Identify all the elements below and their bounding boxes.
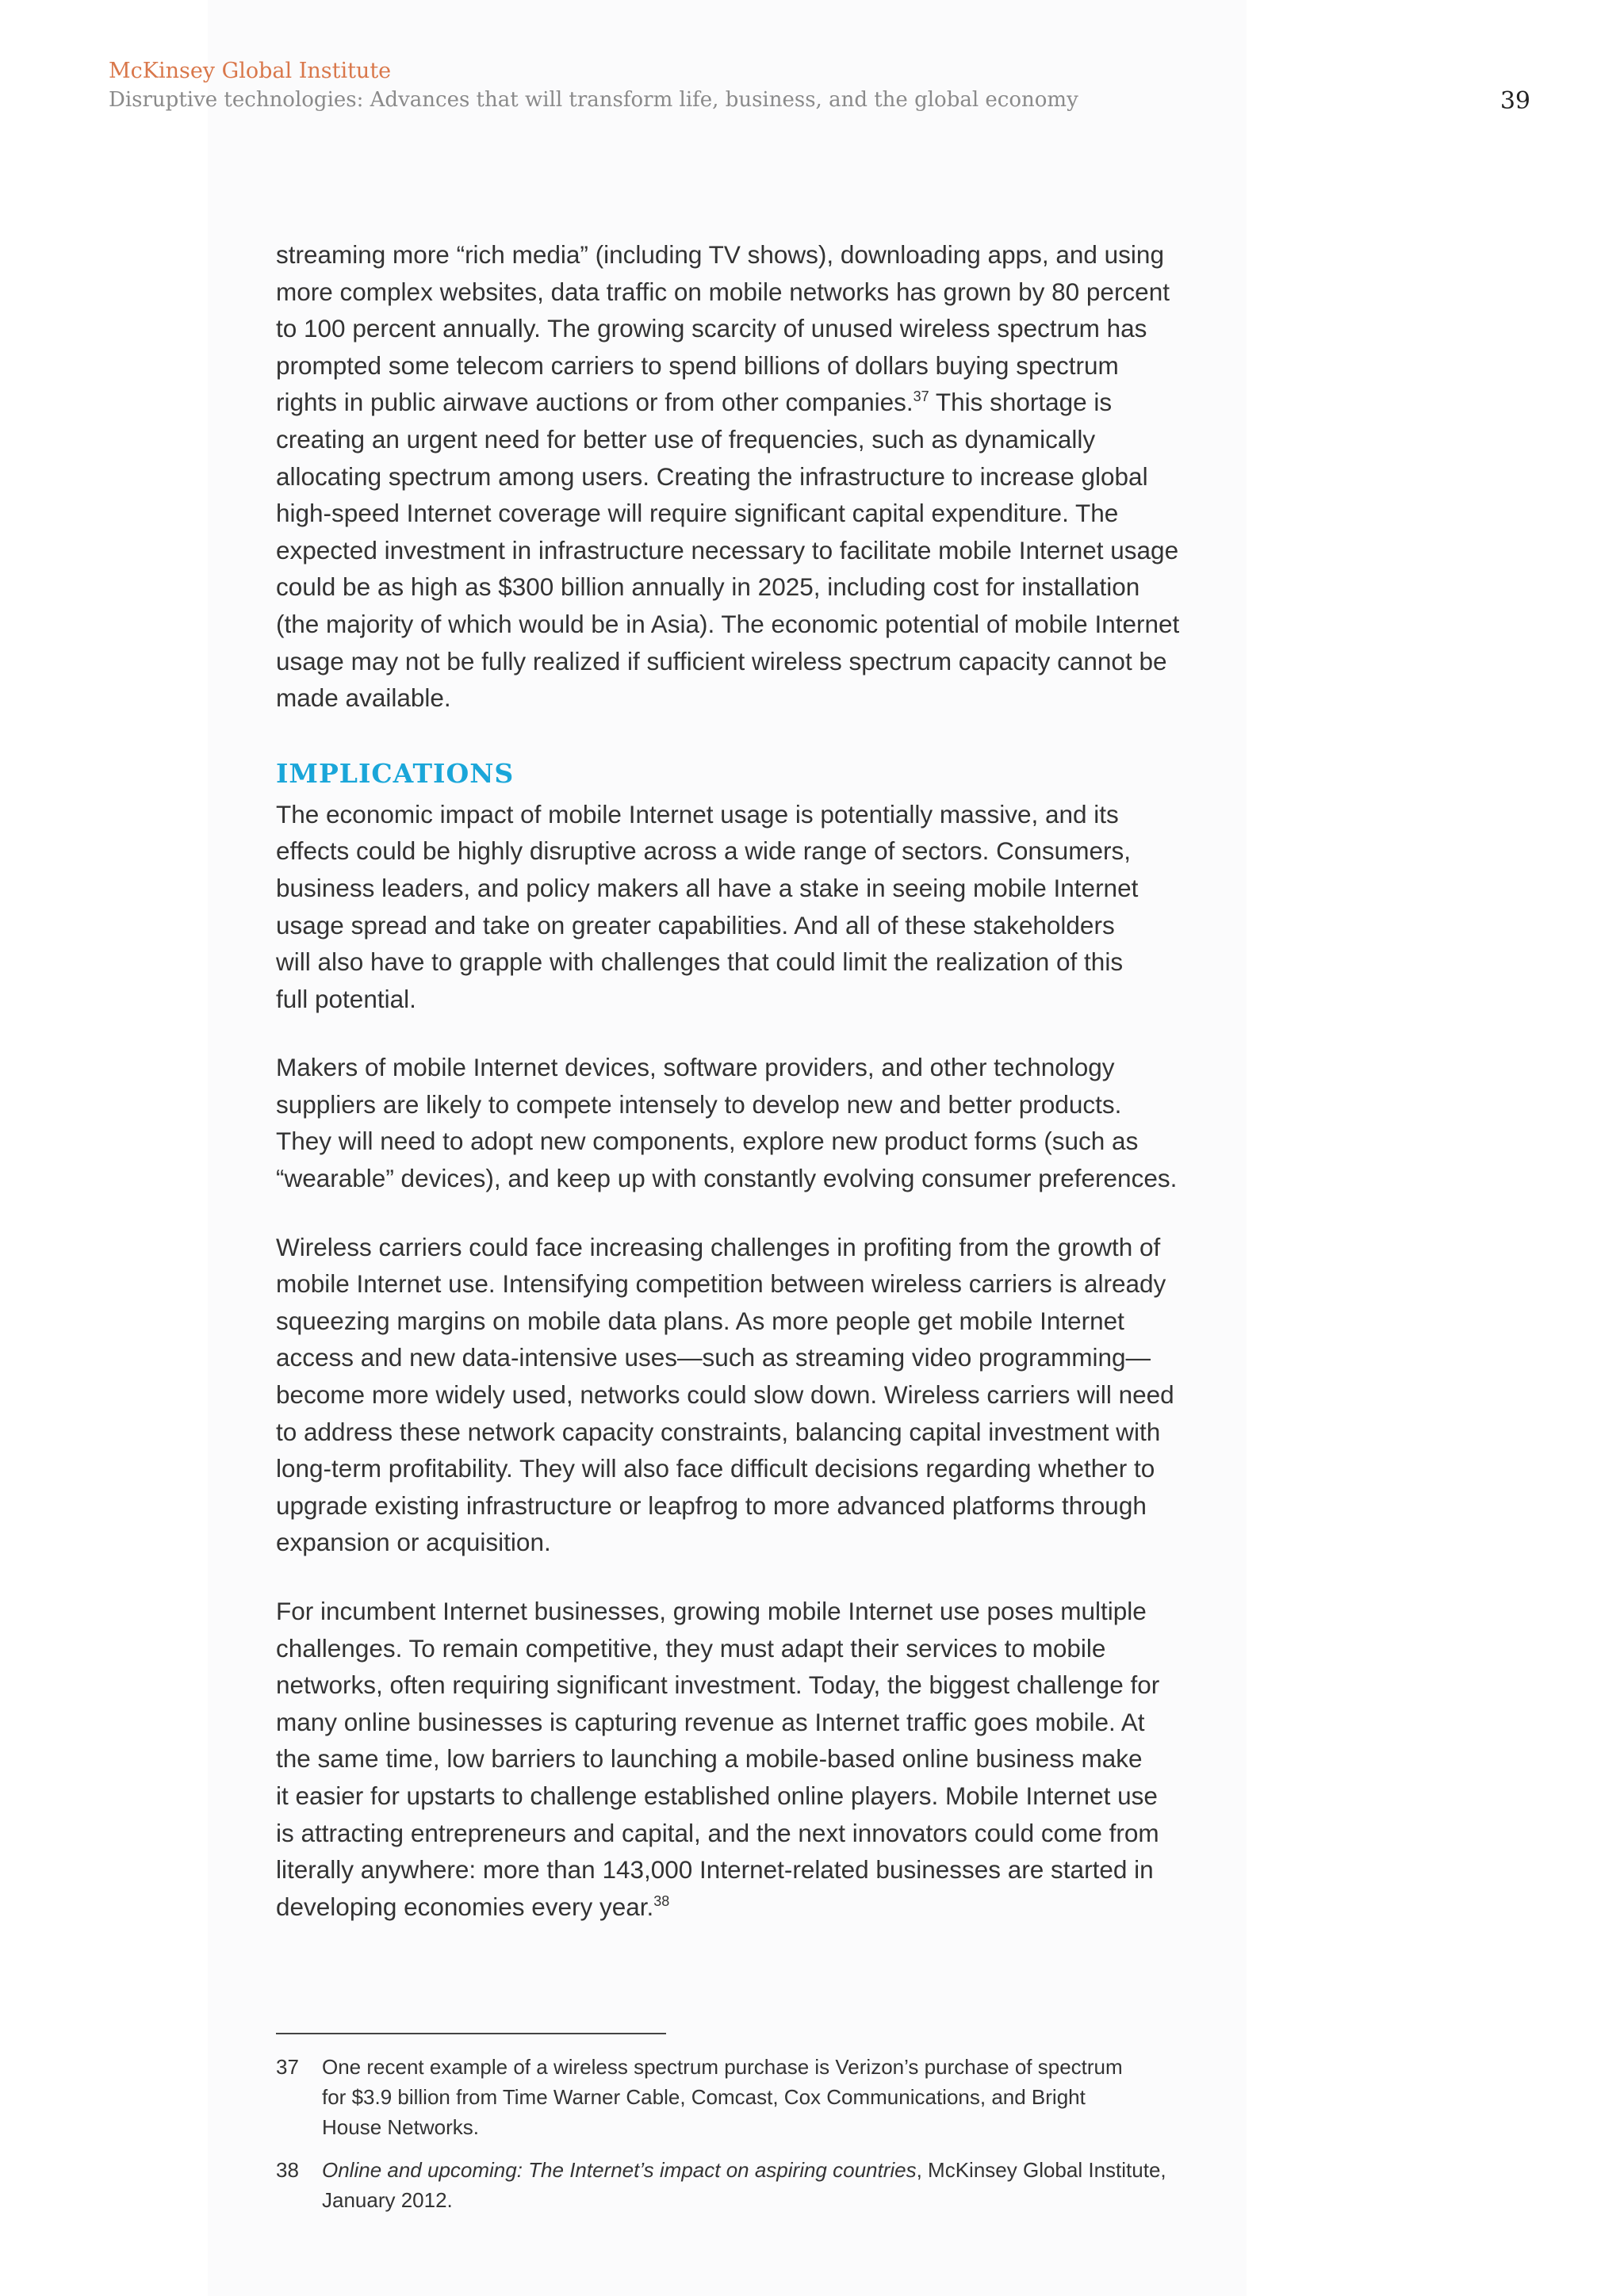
text-line: full potential. xyxy=(276,984,416,1013)
footnotes xyxy=(276,2052,1307,2228)
running-header xyxy=(109,57,1536,114)
report-title: Disruptive technologies: Advances that will transform life, business, and the global economy xyxy=(109,88,1078,112)
text-line: usage may not be fully realized if sufficient wireless spectrum capacity cannot be xyxy=(276,646,1167,675)
text-line: made available. xyxy=(276,683,451,713)
footnote-38 xyxy=(276,2155,1307,2215)
text-line: prompted some telecom carriers to spend billions of dollars buying spectrum xyxy=(276,350,1119,380)
text-line xyxy=(276,384,1259,421)
text-line: “wearable” devices), and keep up with constantly evolving consumer preferences. xyxy=(276,1164,1178,1193)
text-line: it easier for upstarts to challenge established online players. Mobile Internet use xyxy=(276,1781,1158,1810)
text-line: challenges. To remain competitive, they must adapt their services to mobile xyxy=(276,1633,1106,1663)
text-line: creating an urgent need for better use of frequencies, such as dynamically xyxy=(276,424,1096,453)
text-line: become more widely used, networks could slow down. Wireless carriers will need xyxy=(276,1380,1174,1410)
text-line: long-term profitability. They will also face difficult decisions regarding whether to xyxy=(276,1454,1155,1483)
section-heading: IMPLICATIONS xyxy=(276,757,515,789)
text-line: expected investment in infrastructure necessary to facilitate mobile Internet usage xyxy=(276,535,1179,564)
text-line: literally anywhere: more than 143,000 Internet-related businesses are started in xyxy=(276,1855,1154,1885)
footnote-line: January 2012. xyxy=(322,2188,453,2212)
text-line: networks, often requiring significant investment. Today, the biggest challenge for xyxy=(276,1670,1160,1700)
paragraph-wireless-carriers xyxy=(276,1229,1259,1561)
text-line: to address these network capacity constraints, balancing capital investment with xyxy=(276,1417,1161,1446)
text-line: effects could be highly disruptive across a wide range of sectors. Consumers, xyxy=(276,836,1131,866)
text-segment: rights in public airwave auctions or from other companies. xyxy=(276,388,914,417)
footnote-line: for $3.9 billion from Time Warner Cable, Comcast, Cox Communications, and Bright xyxy=(322,2085,1086,2109)
footnote-number: 37 xyxy=(276,2055,299,2079)
text-line: mobile Internet use. Intensifying competition between wireless carriers is already xyxy=(276,1269,1166,1299)
text-line: squeezing margins on mobile data plans. As more people get mobile Internet xyxy=(276,1306,1124,1335)
text-line: will also have to grapple with challenges that could limit the realization of this xyxy=(276,947,1124,977)
text-line: They will need to adopt new components, explore new product forms (such as xyxy=(276,1127,1139,1156)
footnote-number: 38 xyxy=(276,2158,299,2182)
text-segment: This shortage is xyxy=(929,388,1113,417)
paragraph-economic-impact xyxy=(276,796,1259,1018)
footnote-divider xyxy=(276,2033,666,2034)
footnote-line xyxy=(322,2155,1307,2185)
text-line: Makers of mobile Internet devices, software providers, and other technology xyxy=(276,1053,1115,1082)
text-line: streaming more “rich media” (including TV shows), downloading apps, and using xyxy=(276,240,1164,269)
text-line: many online businesses is capturing revenue as Internet traffic goes mobile. At xyxy=(276,1707,1145,1736)
text-line: to 100 percent annually. The growing scarcity of unused wireless spectrum has xyxy=(276,314,1147,343)
text-line: is attracting entrepreneurs and capital, and the next innovators could come from xyxy=(276,1818,1159,1847)
publisher-name: McKinsey Global Institute xyxy=(109,59,392,83)
footnote-reference[interactable]: 37 xyxy=(913,388,929,405)
footnote-37 xyxy=(276,2052,1307,2142)
paragraph-internet-businesses xyxy=(276,1593,1259,1925)
text-line: usage spread and take on greater capabilities. And all of these stakeholders xyxy=(276,910,1115,939)
text-line: (the majority of which would be in Asia). The economic potential of mobile Internet xyxy=(276,609,1180,638)
text-line: access and new data-intensive uses—such as streaming video programming— xyxy=(276,1343,1151,1372)
text-line: suppliers are likely to compete intensely to develop new and better products. xyxy=(276,1089,1122,1119)
cited-title: Online and upcoming: The Internet’s impact on aspiring countries xyxy=(322,2158,917,2182)
footnote-reference[interactable]: 38 xyxy=(653,1892,670,1909)
text-line: the same time, low barriers to launching a mobile-based online business make xyxy=(276,1744,1143,1774)
text-line: could be as high as $300 billion annually in 2025, including cost for installation xyxy=(276,572,1140,602)
footnote-line: House Networks. xyxy=(322,2115,479,2139)
footnote-line: One recent example of a wireless spectrum purchase is Verizon’s purchase of spectrum xyxy=(322,2055,1123,2079)
text-line: high-speed Internet coverage will require significant capital expenditure. The xyxy=(276,499,1119,528)
text-segment: developing economies every year. xyxy=(276,1892,654,1921)
text-line: The economic impact of mobile Internet usage is potentially massive, and its xyxy=(276,799,1119,828)
citation-publisher: , McKinsey Global Institute, xyxy=(916,2158,1166,2182)
paragraph-device-makers xyxy=(276,1049,1259,1196)
text-line xyxy=(276,1888,1259,1926)
text-line: Wireless carriers could face increasing challenges in profiting from the growth of xyxy=(276,1232,1161,1261)
page-number: 39 xyxy=(1500,87,1530,115)
text-line: business leaders, and policy makers all have a stake in seeing mobile Internet xyxy=(276,873,1139,902)
text-line: For incumbent Internet businesses, growing mobile Internet use poses multiple xyxy=(276,1597,1147,1625)
text-line: allocating spectrum among users. Creating the infrastructure to increase global xyxy=(276,461,1148,491)
text-line: upgrade existing infrastructure or leapfrog to more advanced platforms through xyxy=(276,1490,1147,1520)
paragraph-spectrum xyxy=(276,236,1259,717)
text-line: more complex websites, data traffic on mobile networks has grown by 80 percent xyxy=(276,277,1170,306)
text-line: expansion or acquisition. xyxy=(276,1528,551,1557)
body-text xyxy=(276,236,1259,1957)
